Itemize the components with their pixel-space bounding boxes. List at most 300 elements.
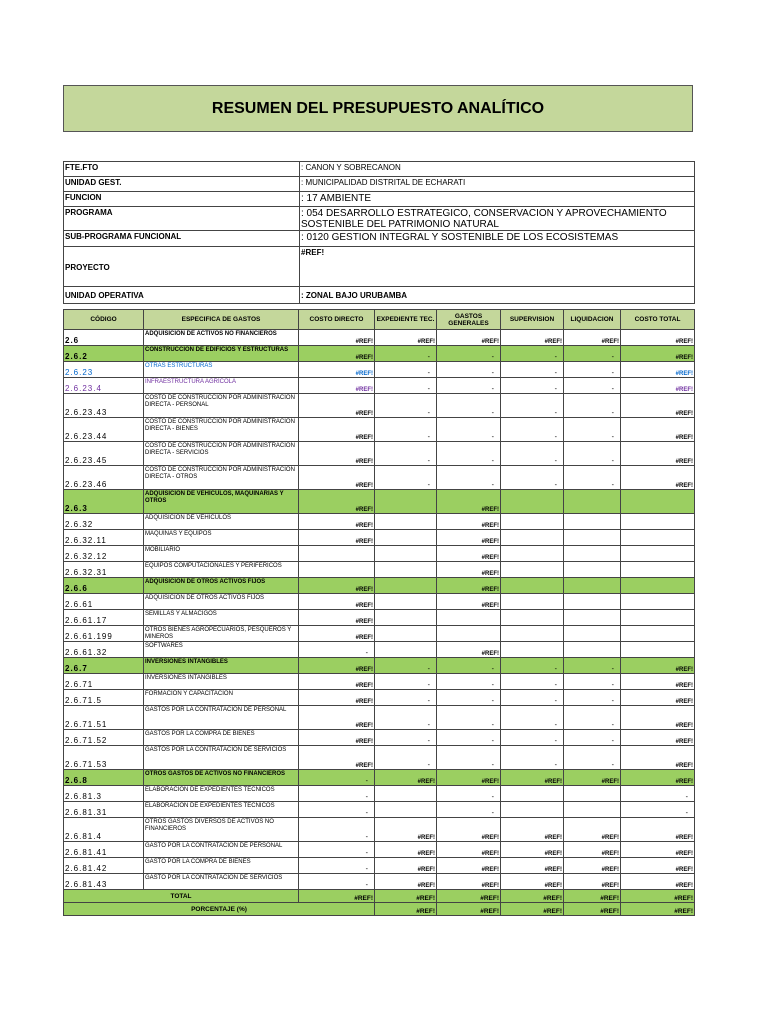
row-value: #REF!: [501, 874, 564, 890]
funcion-value: : 17 AMBIENTE: [300, 192, 695, 207]
row-value: -: [375, 346, 437, 362]
row-value: #REF!: [375, 858, 437, 874]
row-description: ELABORACION DE EXPEDIENTES TECNICOS: [144, 786, 299, 802]
table-row: [64, 658, 695, 674]
row-value: #REF!: [299, 362, 375, 378]
table-row: [64, 346, 695, 362]
row-value: -: [501, 690, 564, 706]
project-info-table: [63, 161, 695, 304]
row-value: [621, 610, 695, 626]
row-value: -: [375, 690, 437, 706]
programa-value: : 054 DESARROLLO ESTRATEGICO, CONSERVACION Y APROVECHAMIENTO SOSTENIBLE DEL PATRIMONIO NATURAL: [300, 207, 695, 231]
row-value: -: [501, 706, 564, 730]
row-value: [501, 594, 564, 610]
proyecto-value: #REF!: [300, 247, 695, 287]
row-value: #REF!: [564, 818, 621, 842]
row-value: -: [501, 658, 564, 674]
row-value: #REF!: [437, 490, 501, 514]
row-value: -: [437, 786, 501, 802]
row-value: -: [437, 378, 501, 394]
total-value: #REF!: [564, 890, 621, 903]
row-value: -: [621, 786, 695, 802]
row-value: -: [299, 786, 375, 802]
table-row: [64, 858, 695, 874]
row-value: #REF!: [437, 514, 501, 530]
row-value: #REF!: [621, 394, 695, 418]
row-value: [621, 530, 695, 546]
row-description: ADQUISICION DE ACTIVOS NO FINANCIEROS: [144, 330, 299, 346]
table-row: [64, 626, 695, 642]
row-code: 2.6.23.45: [64, 442, 144, 466]
row-value: #REF!: [621, 770, 695, 786]
row-value: [564, 786, 621, 802]
row-code: 2.6.81.41: [64, 842, 144, 858]
row-value: [564, 594, 621, 610]
column-header: CÓDIGO: [64, 310, 144, 330]
row-value: [375, 642, 437, 658]
row-value: -: [375, 418, 437, 442]
row-value: [564, 546, 621, 562]
row-value: #REF!: [437, 562, 501, 578]
row-value: -: [375, 442, 437, 466]
row-value: -: [501, 394, 564, 418]
row-value: #REF!: [621, 466, 695, 490]
row-value: [501, 642, 564, 658]
row-description: GASTO POR LA CONTRATACION DE PERSONAL: [144, 842, 299, 858]
table-row: [64, 562, 695, 578]
row-value: -: [437, 362, 501, 378]
row-value: -: [501, 674, 564, 690]
row-value: -: [437, 466, 501, 490]
row-value: [375, 514, 437, 530]
table-row: [64, 642, 695, 658]
row-value: #REF!: [299, 378, 375, 394]
row-value: [501, 786, 564, 802]
row-value: #REF!: [375, 330, 437, 346]
row-value: [564, 802, 621, 818]
table-row: [64, 546, 695, 562]
row-value: [375, 802, 437, 818]
row-description: GASTOS POR LA CONTRATACION DE SERVICIOS: [144, 746, 299, 770]
row-value: -: [375, 362, 437, 378]
row-code: 2.6.32.11: [64, 530, 144, 546]
row-code: 2.6.61: [64, 594, 144, 610]
row-value: [375, 594, 437, 610]
budget-table: [63, 309, 695, 916]
row-value: #REF!: [621, 706, 695, 730]
percentage-value: #REF!: [375, 903, 437, 916]
row-value: -: [375, 730, 437, 746]
row-value: #REF!: [621, 330, 695, 346]
percentage-value: #REF!: [621, 903, 695, 916]
row-value: #REF!: [375, 842, 437, 858]
row-value: #REF!: [621, 362, 695, 378]
row-code: 2.6.23: [64, 362, 144, 378]
row-value: -: [564, 418, 621, 442]
row-value: -: [564, 746, 621, 770]
row-value: #REF!: [299, 394, 375, 418]
row-value: #REF!: [564, 874, 621, 890]
row-description: GASTO POR LA CONTRATACION DE SERVICIOS: [144, 874, 299, 890]
proyecto-label: PROYECTO: [64, 247, 300, 287]
row-description: GASTOS POR LA CONTRATACION DE PERSONAL: [144, 706, 299, 730]
table-row: [64, 746, 695, 770]
row-value: [375, 490, 437, 514]
row-value: [621, 594, 695, 610]
row-value: [299, 562, 375, 578]
table-row: [64, 394, 695, 418]
row-value: [437, 626, 501, 642]
row-description: OTROS GASTOS DE ACTIVOS NO FINANCIEROS: [144, 770, 299, 786]
table-row: [64, 730, 695, 746]
row-value: [375, 578, 437, 594]
total-value: #REF!: [375, 890, 437, 903]
row-code: 2.6.81.3: [64, 786, 144, 802]
row-code: 2.6.61.199: [64, 626, 144, 642]
row-value: [501, 530, 564, 546]
row-description: OTROS GASTOS DIVERSOS DE ACTIVOS NO FINANCIEROS: [144, 818, 299, 842]
table-row: [64, 514, 695, 530]
percentage-row: [64, 903, 695, 916]
row-value: #REF!: [621, 442, 695, 466]
table-header: [64, 310, 695, 330]
table-row: [64, 578, 695, 594]
row-value: [501, 802, 564, 818]
row-description: COSTO DE CONSTRUCCION POR ADMINISTRACION DIRECTA - OTROS: [144, 466, 299, 490]
row-value: #REF!: [437, 330, 501, 346]
row-value: #REF!: [299, 330, 375, 346]
row-value: -: [437, 730, 501, 746]
row-value: [621, 546, 695, 562]
row-code: 2.6.71.51: [64, 706, 144, 730]
row-code: 2.6.23.43: [64, 394, 144, 418]
row-value: -: [299, 802, 375, 818]
row-value: #REF!: [564, 842, 621, 858]
fte-value: : CANON Y SOBRECANON: [300, 162, 695, 177]
column-header: COSTO TOTAL: [621, 310, 695, 330]
column-header: EXPEDIENTE TEC.: [375, 310, 437, 330]
row-value: #REF!: [621, 418, 695, 442]
table-row: [64, 362, 695, 378]
row-value: -: [501, 442, 564, 466]
unidad-value: : MUNICIPALIDAD DISTRITAL DE ECHARATI: [300, 177, 695, 192]
row-value: [501, 626, 564, 642]
row-value: #REF!: [299, 490, 375, 514]
operativa-label: UNIDAD OPERATIVA: [64, 287, 300, 304]
row-value: #REF!: [299, 706, 375, 730]
row-value: #REF!: [501, 330, 564, 346]
row-value: #REF!: [621, 858, 695, 874]
row-code: 2.6.6: [64, 578, 144, 594]
row-value: #REF!: [621, 730, 695, 746]
row-value: [375, 530, 437, 546]
row-code: 2.6.32: [64, 514, 144, 530]
row-description: CONSTRUCCION DE EDIFICIOS Y ESTRUCTURAS: [144, 346, 299, 362]
row-value: [564, 562, 621, 578]
row-value: -: [564, 690, 621, 706]
row-value: -: [501, 362, 564, 378]
table-row: [64, 770, 695, 786]
subprograma-label: SUB-PROGRAMA FUNCIONAL: [64, 231, 300, 247]
table-row: [64, 706, 695, 730]
row-code: 2.6.23.46: [64, 466, 144, 490]
total-value: #REF!: [437, 890, 501, 903]
row-value: [564, 530, 621, 546]
column-header: ESPECIFICA DE GASTOS: [144, 310, 299, 330]
row-value: #REF!: [501, 842, 564, 858]
row-value: #REF!: [299, 346, 375, 362]
column-header: LIQUIDACION: [564, 310, 621, 330]
table-row: [64, 490, 695, 514]
row-value: #REF!: [621, 818, 695, 842]
row-value: -: [375, 658, 437, 674]
row-code: 2.6.32.12: [64, 546, 144, 562]
row-value: #REF!: [299, 730, 375, 746]
row-value: -: [564, 674, 621, 690]
row-value: -: [501, 346, 564, 362]
row-description: COSTO DE CONSTRUCCION POR ADMINISTRACION DIRECTA - SERVICIOS: [144, 442, 299, 466]
row-value: -: [375, 466, 437, 490]
row-value: [375, 562, 437, 578]
table-row: [64, 674, 695, 690]
table-row: [64, 874, 695, 890]
row-description: EQUIPOS COMPUTACIONALES Y PERIFERICOS: [144, 562, 299, 578]
programa-label: PROGRAMA: [64, 207, 300, 231]
row-value: #REF!: [437, 770, 501, 786]
row-value: #REF!: [299, 466, 375, 490]
row-value: #REF!: [621, 378, 695, 394]
row-description: SOFTWARES: [144, 642, 299, 658]
row-value: #REF!: [621, 658, 695, 674]
row-value: #REF!: [299, 658, 375, 674]
table-row: [64, 786, 695, 802]
row-value: -: [564, 362, 621, 378]
row-value: #REF!: [437, 578, 501, 594]
row-description: SEMILLAS Y ALMACIGOS: [144, 610, 299, 626]
row-description: FORMACION Y CAPACITACION: [144, 690, 299, 706]
row-value: -: [501, 378, 564, 394]
row-value: -: [299, 642, 375, 658]
row-description: INVERSIONES INTANGIBLES: [144, 674, 299, 690]
row-value: #REF!: [437, 546, 501, 562]
row-value: [621, 514, 695, 530]
row-value: -: [437, 394, 501, 418]
row-code: 2.6.81.31: [64, 802, 144, 818]
row-value: #REF!: [621, 346, 695, 362]
row-code: 2.6.61.32: [64, 642, 144, 658]
row-value: #REF!: [299, 530, 375, 546]
subprograma-value: : 0120 GESTION INTEGRAL Y SOSTENIBLE DE LOS ECOSISTEMAS: [300, 231, 695, 247]
row-value: [375, 626, 437, 642]
funcion-label: FUNCION: [64, 192, 300, 207]
row-code: 2.6.71.53: [64, 746, 144, 770]
row-value: -: [437, 418, 501, 442]
row-value: #REF!: [437, 842, 501, 858]
row-value: #REF!: [437, 594, 501, 610]
row-value: #REF!: [621, 674, 695, 690]
row-value: -: [564, 394, 621, 418]
row-code: 2.6.8: [64, 770, 144, 786]
table-row: [64, 690, 695, 706]
table-row: [64, 818, 695, 842]
row-value: [621, 578, 695, 594]
row-value: #REF!: [299, 674, 375, 690]
row-code: 2.6.81.4: [64, 818, 144, 842]
row-value: [564, 626, 621, 642]
row-value: -: [437, 658, 501, 674]
row-description: INVERSIONES INTANGIBLES: [144, 658, 299, 674]
row-value: [501, 546, 564, 562]
row-value: #REF!: [299, 594, 375, 610]
row-value: [299, 546, 375, 562]
row-value: #REF!: [299, 690, 375, 706]
row-value: #REF!: [501, 818, 564, 842]
row-value: -: [437, 674, 501, 690]
row-value: [375, 546, 437, 562]
row-value: #REF!: [564, 770, 621, 786]
row-value: -: [437, 442, 501, 466]
total-value: #REF!: [621, 890, 695, 903]
row-value: [564, 490, 621, 514]
total-value: #REF!: [299, 890, 375, 903]
row-description: ADQUISICIÓN DE VEHICULOS, MAQUINARIAS Y OTROS: [144, 490, 299, 514]
row-value: #REF!: [375, 770, 437, 786]
row-description: ELABORACION DE EXPEDIENTES TECNICOS: [144, 802, 299, 818]
row-value: -: [621, 802, 695, 818]
row-value: [501, 562, 564, 578]
row-value: #REF!: [564, 330, 621, 346]
row-value: -: [299, 874, 375, 890]
row-value: [621, 626, 695, 642]
row-value: #REF!: [501, 770, 564, 786]
row-value: -: [564, 706, 621, 730]
row-code: 2.6.23.4: [64, 378, 144, 394]
row-value: -: [564, 346, 621, 362]
row-value: #REF!: [621, 874, 695, 890]
row-value: #REF!: [299, 578, 375, 594]
row-value: -: [375, 378, 437, 394]
fte-label: FTE.FTO: [64, 162, 300, 177]
row-value: -: [501, 418, 564, 442]
row-value: -: [437, 346, 501, 362]
row-value: [564, 610, 621, 626]
row-value: [501, 514, 564, 530]
row-value: -: [501, 466, 564, 490]
row-code: 2.6.32.31: [64, 562, 144, 578]
row-value: #REF!: [437, 874, 501, 890]
row-value: -: [437, 746, 501, 770]
row-value: #REF!: [299, 442, 375, 466]
table-row: [64, 842, 695, 858]
row-value: #REF!: [299, 626, 375, 642]
row-description: INFRAESTRUCTURA AGRÍCOLA: [144, 378, 299, 394]
row-value: [564, 578, 621, 594]
table-row: [64, 442, 695, 466]
percentage-value: #REF!: [501, 903, 564, 916]
total-value: #REF!: [501, 890, 564, 903]
row-value: [621, 642, 695, 658]
row-value: [621, 490, 695, 514]
row-value: [564, 514, 621, 530]
row-description: COSTO DE CONSTRUCCION POR ADMINISTRACION DIRECTA - BIENES: [144, 418, 299, 442]
table-row: [64, 418, 695, 442]
unidad-label: UNIDAD GEST.: [64, 177, 300, 192]
row-value: -: [375, 674, 437, 690]
row-value: #REF!: [299, 610, 375, 626]
row-value: #REF!: [299, 418, 375, 442]
row-value: -: [564, 466, 621, 490]
row-value: [375, 610, 437, 626]
row-value: #REF!: [621, 690, 695, 706]
row-value: #REF!: [437, 642, 501, 658]
row-description: MAQUINAS Y EQUIPOS: [144, 530, 299, 546]
row-value: -: [501, 730, 564, 746]
row-description: GASTOS POR LA COMPRA DE BIENES: [144, 730, 299, 746]
row-value: -: [437, 690, 501, 706]
row-code: 2.6.71.5: [64, 690, 144, 706]
percentage-value: #REF!: [437, 903, 501, 916]
row-value: #REF!: [437, 530, 501, 546]
row-value: -: [299, 818, 375, 842]
row-code: 2.6.71.52: [64, 730, 144, 746]
row-value: #REF!: [299, 514, 375, 530]
row-value: -: [501, 746, 564, 770]
row-value: -: [564, 378, 621, 394]
row-description: COSTO DE CONSTRUCCION POR ADMINISTRACION DIRECTA - PERSONAL: [144, 394, 299, 418]
percentage-label: PORCENTAJE (%): [64, 903, 375, 916]
row-value: #REF!: [437, 858, 501, 874]
row-code: 2.6.23.44: [64, 418, 144, 442]
row-description: ADQUISICIÓN DE OTROS ACTIVOS FIJOS: [144, 594, 299, 610]
row-value: [501, 578, 564, 594]
row-value: -: [375, 706, 437, 730]
column-header: SUPERVISION: [501, 310, 564, 330]
row-code: 2.6.81.43: [64, 874, 144, 890]
row-code: 2.6.61.17: [64, 610, 144, 626]
total-label: TOTAL: [64, 890, 299, 903]
row-code: 2.6.3: [64, 490, 144, 514]
row-value: [501, 610, 564, 626]
table-row: [64, 530, 695, 546]
row-value: #REF!: [375, 818, 437, 842]
row-value: -: [437, 802, 501, 818]
row-value: #REF!: [621, 746, 695, 770]
row-value: [501, 490, 564, 514]
row-value: [437, 610, 501, 626]
row-code: 2.6.81.42: [64, 858, 144, 874]
table-row: [64, 594, 695, 610]
row-code: 2.6.7: [64, 658, 144, 674]
row-value: -: [564, 442, 621, 466]
row-value: -: [299, 842, 375, 858]
row-code: 2.6.2: [64, 346, 144, 362]
row-value: #REF!: [621, 842, 695, 858]
row-value: -: [299, 858, 375, 874]
row-value: #REF!: [375, 874, 437, 890]
row-value: -: [564, 730, 621, 746]
row-description: ADQUISICIÓN DE OTROS ACTIVOS FIJOS: [144, 578, 299, 594]
row-value: -: [299, 770, 375, 786]
row-code: 2.6: [64, 330, 144, 346]
column-header: GASTOS GENERALES: [437, 310, 501, 330]
row-value: #REF!: [564, 858, 621, 874]
table-row: [64, 802, 695, 818]
row-description: GASTO POR LA COMPRA DE BIENES: [144, 858, 299, 874]
row-value: [621, 562, 695, 578]
row-value: #REF!: [501, 858, 564, 874]
row-description: ADQUISICIÓN DE VEHICULOS: [144, 514, 299, 530]
row-value: -: [375, 394, 437, 418]
